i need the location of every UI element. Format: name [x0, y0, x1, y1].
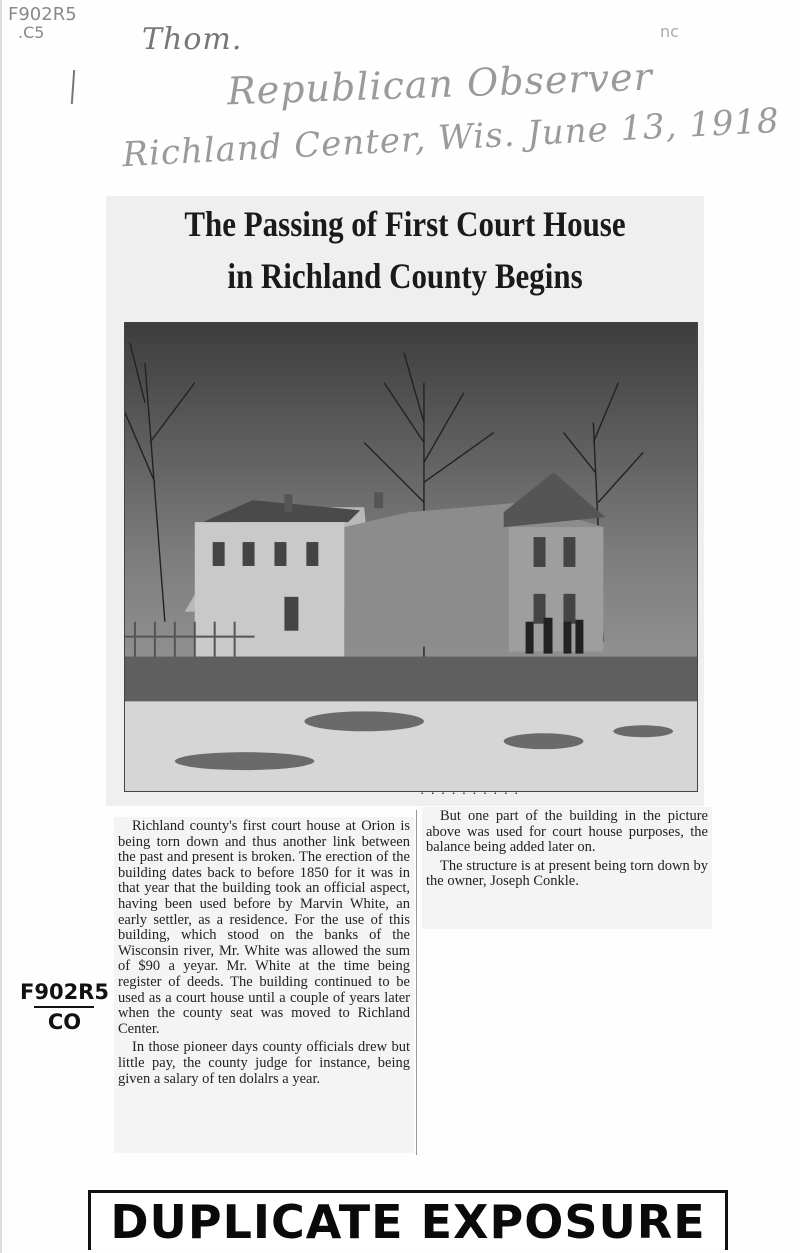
printing-dots: ⋅⋅⋅⋅⋅⋅⋅⋅⋅⋅: [420, 787, 525, 802]
duplicate-exposure-banner: DUPLICATE EXPOSURE: [88, 1190, 728, 1250]
call-number-stamp: [20, 980, 109, 1034]
article-paragraph: Richland county's first court house at Orion is being torn down and thus another link between the past and present is broken. The erection of the building dates back to before 1850 for it was in that year that the building took an official aspect, having been used before by Marvin White, an early settler, as a residence. For the use of this building, which stood on the banks of the Wisconsin river, Mr. White was allowed the sum of $90 a yeyar. Mr. White at the time being register of deeds. The building continued to be used as a court house until a couple of years later when the county seat was moved to Richland Center.: [118, 818, 410, 1037]
call-number-corner-sub: .C5: [18, 23, 45, 42]
article-paragraph: But one part of the building in the picture above was used for court house purposes, the balance being added later on.: [426, 808, 708, 856]
call-number-corner: [8, 6, 77, 42]
court-house-photo-illustration: [125, 323, 697, 791]
call-number-rule: [34, 1006, 94, 1008]
headline-line-1: The Passing of First Court House: [184, 204, 626, 244]
column-divider: [416, 810, 417, 1155]
court-house-photo: [124, 322, 698, 792]
article-column-left: [114, 817, 414, 1153]
handwritten-place-date: Richland Center, Wis. June 13, 1918: [121, 100, 781, 176]
article-paragraph: The structure is at present being torn down by the owner, Joseph Conkle.: [426, 857, 708, 890]
article-column-right: [422, 807, 712, 929]
handwritten-name: Thom.: [142, 22, 243, 57]
pencil-note-nc: nc: [660, 22, 679, 41]
headline-line-2: in Richland County Begins: [227, 256, 583, 296]
article-paragraph: In those pioneer days county officials drew but little pay, the county judge for instance, being given a salary of ten dolalrs a year.: [118, 1039, 410, 1087]
call-number-stamp-top: F902R5: [20, 980, 109, 1004]
call-number-corner-main: F902R5: [8, 4, 77, 25]
article-headline: [148, 196, 662, 318]
pencil-mark: [71, 70, 75, 104]
handwritten-publication: Republican Observer: [226, 54, 654, 114]
call-number-stamp-bottom: CO: [47, 1010, 82, 1034]
